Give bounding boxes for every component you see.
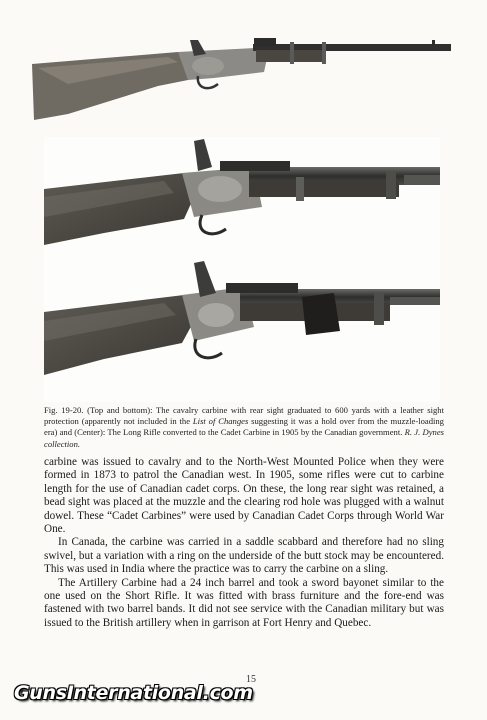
body-paragraph-2: In Canada, the carbine was carried in a saddle scabbard and therefore had no sling swivel, but a variation with a ring on the underside of the butt stock may be encountered. This was used in India where the practice was to carry the carbine on a sling.	[44, 536, 444, 576]
upper-carbine	[44, 139, 440, 245]
caption-label: Fig. 19-20.	[44, 405, 84, 415]
figure-caption	[44, 405, 444, 450]
photo-carbine-full	[28, 22, 456, 130]
carbines-illustration	[44, 137, 440, 402]
page-number: 15	[246, 674, 256, 685]
caption-italic-title: List of Changes	[192, 416, 249, 427]
body-paragraph-3: The Artillery Carbine had a 24 inch barrel and took a sword bayonet similar to the one used on the Short Rifle. It was fitted with brass furniture and the fore-end was fastened with two barrel bands. It did not see service with the Canadian military but was issued to the British artillery when in garrison at Fort Henry and Quebec.	[44, 576, 444, 629]
watermark-logo: GunsInternational.com	[14, 682, 253, 704]
body-text	[44, 456, 444, 630]
caption-credit: R. J. Dynes collection.	[44, 427, 444, 449]
carbine-full-illustration	[28, 22, 456, 130]
photo-plate-two-carbines	[44, 137, 440, 402]
caption-text-1: (Top and bottom): The cavalry carbine with rear sight graduated to 600 yards with a leather sight protection (apparently not included in the	[44, 405, 444, 427]
lower-carbine	[44, 261, 440, 375]
caption-text-2: suggesting it was a hold over from the muzzle-loading era) and (Center): The Long Rifle converted to the Cadet Carbine in 1905 by the Canadian government.	[44, 416, 444, 438]
body-paragraph-1: carbine was issued to cavalry and to the North-West Mounted Police when they were formed in 1873 to patrol the Canadian west. In 1905, some rifles were cut to carbine length for the use of Canadian cadet corps. On these, the long rear sight was retained, a bead sight was placed at the muzzle and the clearing rod hole was plugged with a walnut dowel. These “Cadet Carbines” were used by Canadian Cadet Corps through World War One.	[44, 456, 444, 536]
